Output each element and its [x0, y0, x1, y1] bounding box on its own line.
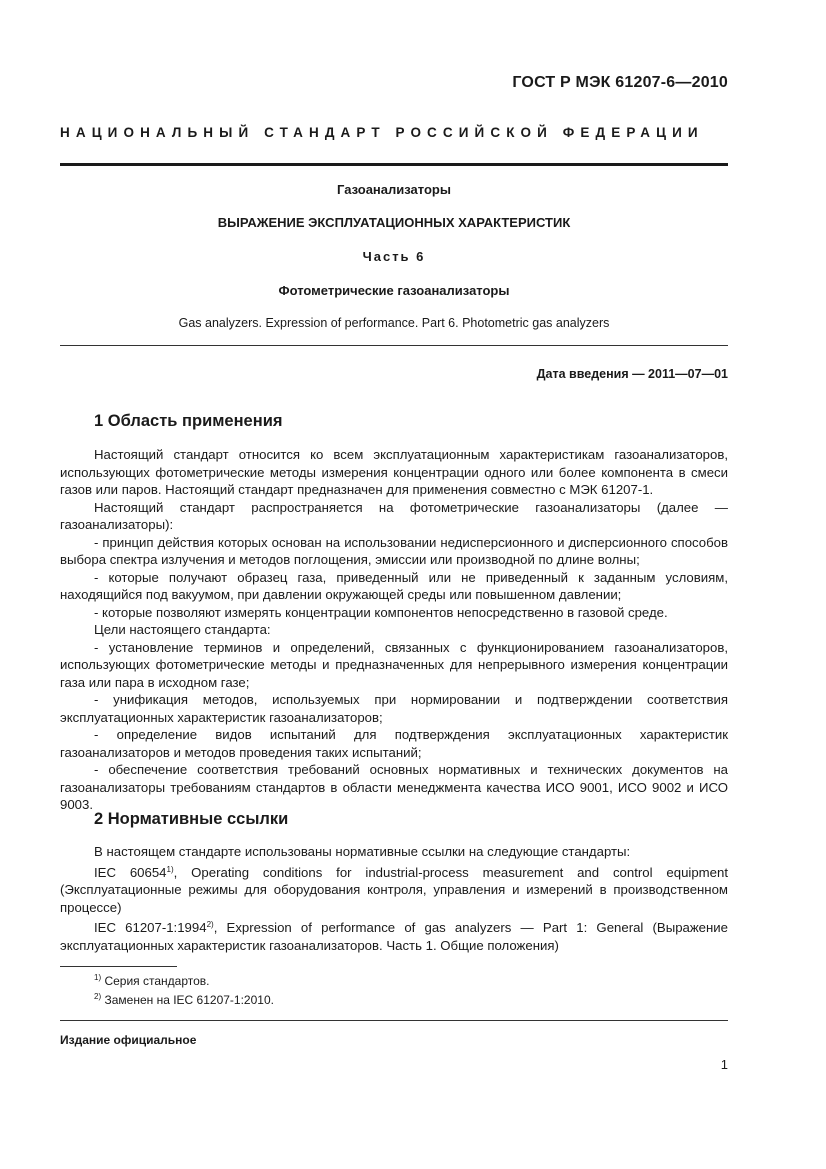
list-item: - обеспечение соответствия требований основных нормативных и технических документов на газоанализаторы требованиям стандартов в области менеджмента качества ИСО 9001, ИСО 9002 и ИСО 9003.	[60, 762, 728, 812]
footnote-rule	[60, 966, 177, 967]
footnote-marker: 1)	[94, 973, 102, 982]
reference-item	[60, 916, 728, 954]
title-main: ВЫРАЖЕНИЕ ЭКСПЛУАТАЦИОННЫХ ХАРАКТЕРИСТИК	[217, 215, 571, 230]
section-heading-scope: 1 Область применения	[94, 412, 283, 430]
title-rule	[60, 345, 728, 346]
page-number: 1	[720, 1057, 728, 1072]
reference-item	[60, 861, 728, 917]
list-item: - унификация методов, используемых при нормировании и подтверждении соответствия эксплуатационных характеристик газоанализаторов;	[60, 692, 728, 725]
title-subtitle: Фотометрические газоанализаторы	[278, 283, 510, 298]
reference-text: , Operating conditions for industrial-process measurement and control equipment (Эксплуатационные режимы для оборудования контроля, управления и измерений в производственном процессе)	[60, 864, 728, 915]
date-of-introduction: Дата введения — 2011—07—01	[536, 367, 728, 381]
section-references-body	[60, 843, 728, 954]
section-heading-normative-references: 2 Нормативные ссылки	[94, 810, 289, 828]
title-english: Gas analyzers. Expression of performance. Part 6. Photometric gas analyzers	[178, 316, 610, 330]
national-standard-banner: НАЦИОНАЛЬНЫЙ СТАНДАРТ РОССИЙСКОЙ ФЕДЕРАЦИИ	[60, 125, 704, 140]
footer-rule	[60, 1020, 728, 1021]
paragraph: В настоящем стандарте использованы нормативные ссылки на следующие стандарты:	[94, 844, 631, 859]
paragraph: Настоящий стандарт распространяется на фотометрические газоанализаторы (далее — газоанализаторы):	[60, 499, 728, 532]
list-item: - принцип действия которых основан на использовании недисперсионного и дисперсионного способов выбора спектра излучения и методов поглощения, эмиссии или производной по длине волны;	[60, 534, 728, 567]
official-edition-label: Издание официальное	[60, 1033, 197, 1047]
reference-code: IEC 61207-1:1994	[94, 920, 207, 935]
title-part: Часть 6	[362, 249, 426, 264]
list-item: - которые получают образец газа, приведенный или не приведенный к заданным условиям, находящийся под вакуумом, при давлении окружающей среды или повышенном давлении;	[60, 569, 728, 602]
paragraph: Настоящий стандарт относится ко всем эксплуатационным характеристикам газоанализаторов, использующих фотометрические методы измерения концентрации одного или более компонента в смеси газов или паров. Настоящий стандарт предназначен для применения совместно с МЭК 61207-1.	[60, 447, 728, 497]
list-item: - которые позволяют измерять концентрации компонентов непосредственно в газовой среде.	[94, 604, 668, 620]
reference-text: , Expression of performance of gas analyzers — Part 1: General (Выражение эксплуатационных характеристик газоанализаторов. Часть 1. Общие положения)	[60, 920, 728, 953]
footnote	[94, 973, 210, 988]
section-scope-body	[60, 446, 728, 814]
document-code: ГОСТ Р МЭК 61207-6—2010	[512, 74, 728, 91]
footnote-text: Серия стандартов.	[104, 974, 210, 988]
footnote	[94, 992, 274, 1007]
list-item: - определение видов испытаний для подтверждения эксплуатационных характеристик газоанализаторов и методов проведения таких испытаний;	[60, 727, 728, 760]
footnote-marker: 1)	[166, 864, 174, 874]
title-topic: Газоанализаторы	[337, 182, 451, 197]
paragraph: Цели настоящего стандарта:	[94, 622, 271, 637]
footnote-marker: 2)	[94, 992, 102, 1001]
footnote-marker: 2)	[206, 920, 214, 929]
footnote-text: Заменен на IEC 61207-1:2010.	[104, 993, 274, 1007]
list-item: - установление терминов и определений, связанных с функционированием газоанализаторов, использующих фотометрические методы и предназначенных для непрерывного измерения концентрации газа или пара в исходном газе;	[60, 639, 728, 690]
header-rule	[60, 163, 728, 166]
reference-code: IEC 60654	[94, 864, 167, 880]
